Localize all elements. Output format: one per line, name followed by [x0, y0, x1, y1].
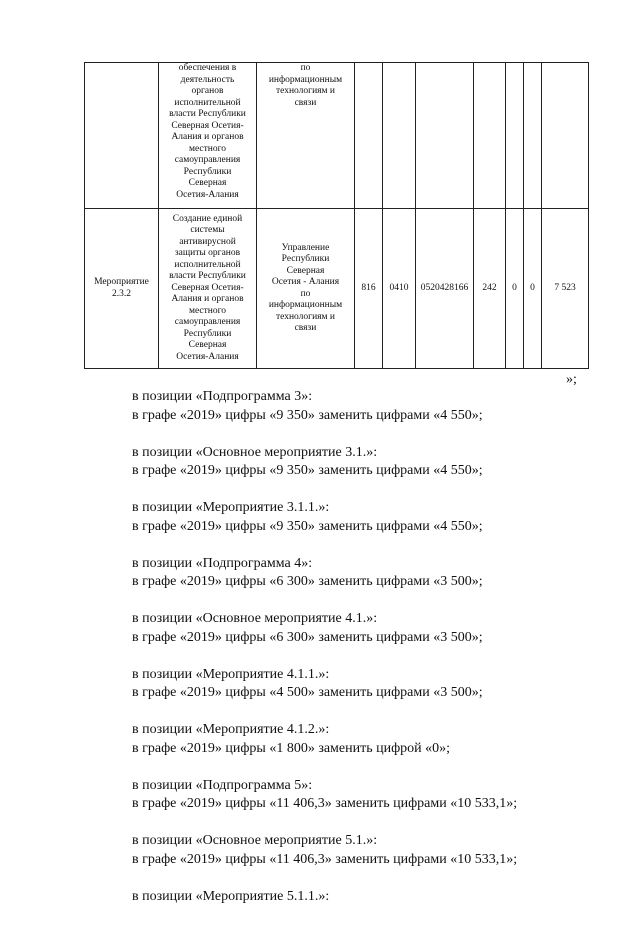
budget-table [84, 62, 589, 369]
amendment-change: в графе «2019» цифры «1 800» заменить цифрой «0»; [132, 740, 451, 756]
table-row [85, 209, 589, 369]
amendment-position: в позиции «Мероприятие 5.1.1.»: [132, 888, 330, 904]
row-label-cell: Мероприятие 2.3.2 [85, 209, 159, 369]
executor-cell: по информационным технологиям и связи [257, 63, 355, 209]
amendment-change: в графе «2019» цифры «6 300» заменить цифрами «3 500»; [132, 574, 483, 589]
amendment-list [132, 388, 612, 925]
amendment-item [132, 610, 612, 647]
year3-cell [542, 63, 589, 209]
csr-cell [416, 63, 474, 209]
amendment-position: в позиции «Подпрограмма 5»: [132, 777, 313, 793]
amendment-position: в позиции «Подпрограмма 3»: [132, 389, 313, 404]
amendment-position: в позиции «Мероприятие 3.1.1.»: [132, 500, 330, 515]
amendment-position: в позиции «Мероприятие 4.1.2.»: [132, 722, 330, 737]
year3-cell: 7 523 [542, 209, 589, 369]
vr-cell [474, 63, 506, 209]
vr-cell: 242 [474, 209, 506, 369]
amendment-change: в графе «2019» цифры «9 350» заменить цифрами «4 550»; [132, 407, 483, 423]
grbs-cell [355, 63, 383, 209]
amendment-change: в графе «2019» цифры «9 350» заменить цифрами «4 550»; [132, 463, 483, 478]
description-cell: обеспечения в деятельность органов исполнительной власти Республики Северная Осетия- Алания и органов местного самоуправления Республики Северная Осетия-Алания [159, 63, 257, 209]
amendment-item [132, 832, 612, 869]
amendment-change: в графе «2019» цифры «9 350» заменить цифрами «4 550»; [132, 518, 483, 534]
grbs-cell: 816 [355, 209, 383, 369]
amendment-item [132, 444, 612, 481]
rzpr-cell: 0410 [383, 209, 416, 369]
amendment-position: в позиции «Мероприятие 4.1.1.»: [132, 666, 330, 682]
amendment-change: в графе «2019» цифры «11 406,3» заменить цифрами «10 533,1»; [132, 851, 518, 867]
year1-cell [506, 63, 524, 209]
amendment-position: в позиции «Основное мероприятие 3.1.»: [132, 444, 378, 460]
amendment-position: в позиции «Подпрограмма 4»: [132, 555, 313, 571]
year2-cell [524, 63, 542, 209]
amendment-change: в графе «2019» цифры «4 500» заменить цифрами «3 500»; [132, 685, 483, 700]
amendment-position: в позиции «Основное мероприятие 4.1.»: [132, 611, 378, 626]
amendment-item [132, 888, 612, 907]
amendment-position: в позиции «Основное мероприятие 5.1.»: [132, 833, 378, 848]
amendment-change: в графе «2019» цифры «11 406,3» заменить цифрами «10 533,1»; [132, 796, 518, 811]
year1-cell: 0 [506, 209, 524, 369]
amendment-item [132, 499, 612, 536]
amendment-change: в графе «2019» цифры «6 300» заменить цифрами «3 500»; [132, 629, 483, 645]
row-label-cell [85, 63, 159, 209]
amendment-item [132, 388, 612, 425]
year2-cell: 0 [524, 209, 542, 369]
amendment-item [132, 666, 612, 703]
amendment-item [132, 777, 612, 814]
csr-cell: 0520428166 [416, 209, 474, 369]
description-cell: Создание единой системы антивирусной защиты органов исполнительной власти Республики Северная Осетия- Алания и органов местного самоуправления Республики Северная Осетия-Алания [159, 209, 257, 369]
rzpr-cell [383, 63, 416, 209]
amendment-item [132, 555, 612, 592]
executor-cell: Управление Республики Северная Осетия - Алания по информационным технологиям и связи [257, 209, 355, 369]
table-row [85, 63, 589, 209]
closing-quote: »; [566, 372, 577, 387]
amendment-item [132, 721, 612, 758]
